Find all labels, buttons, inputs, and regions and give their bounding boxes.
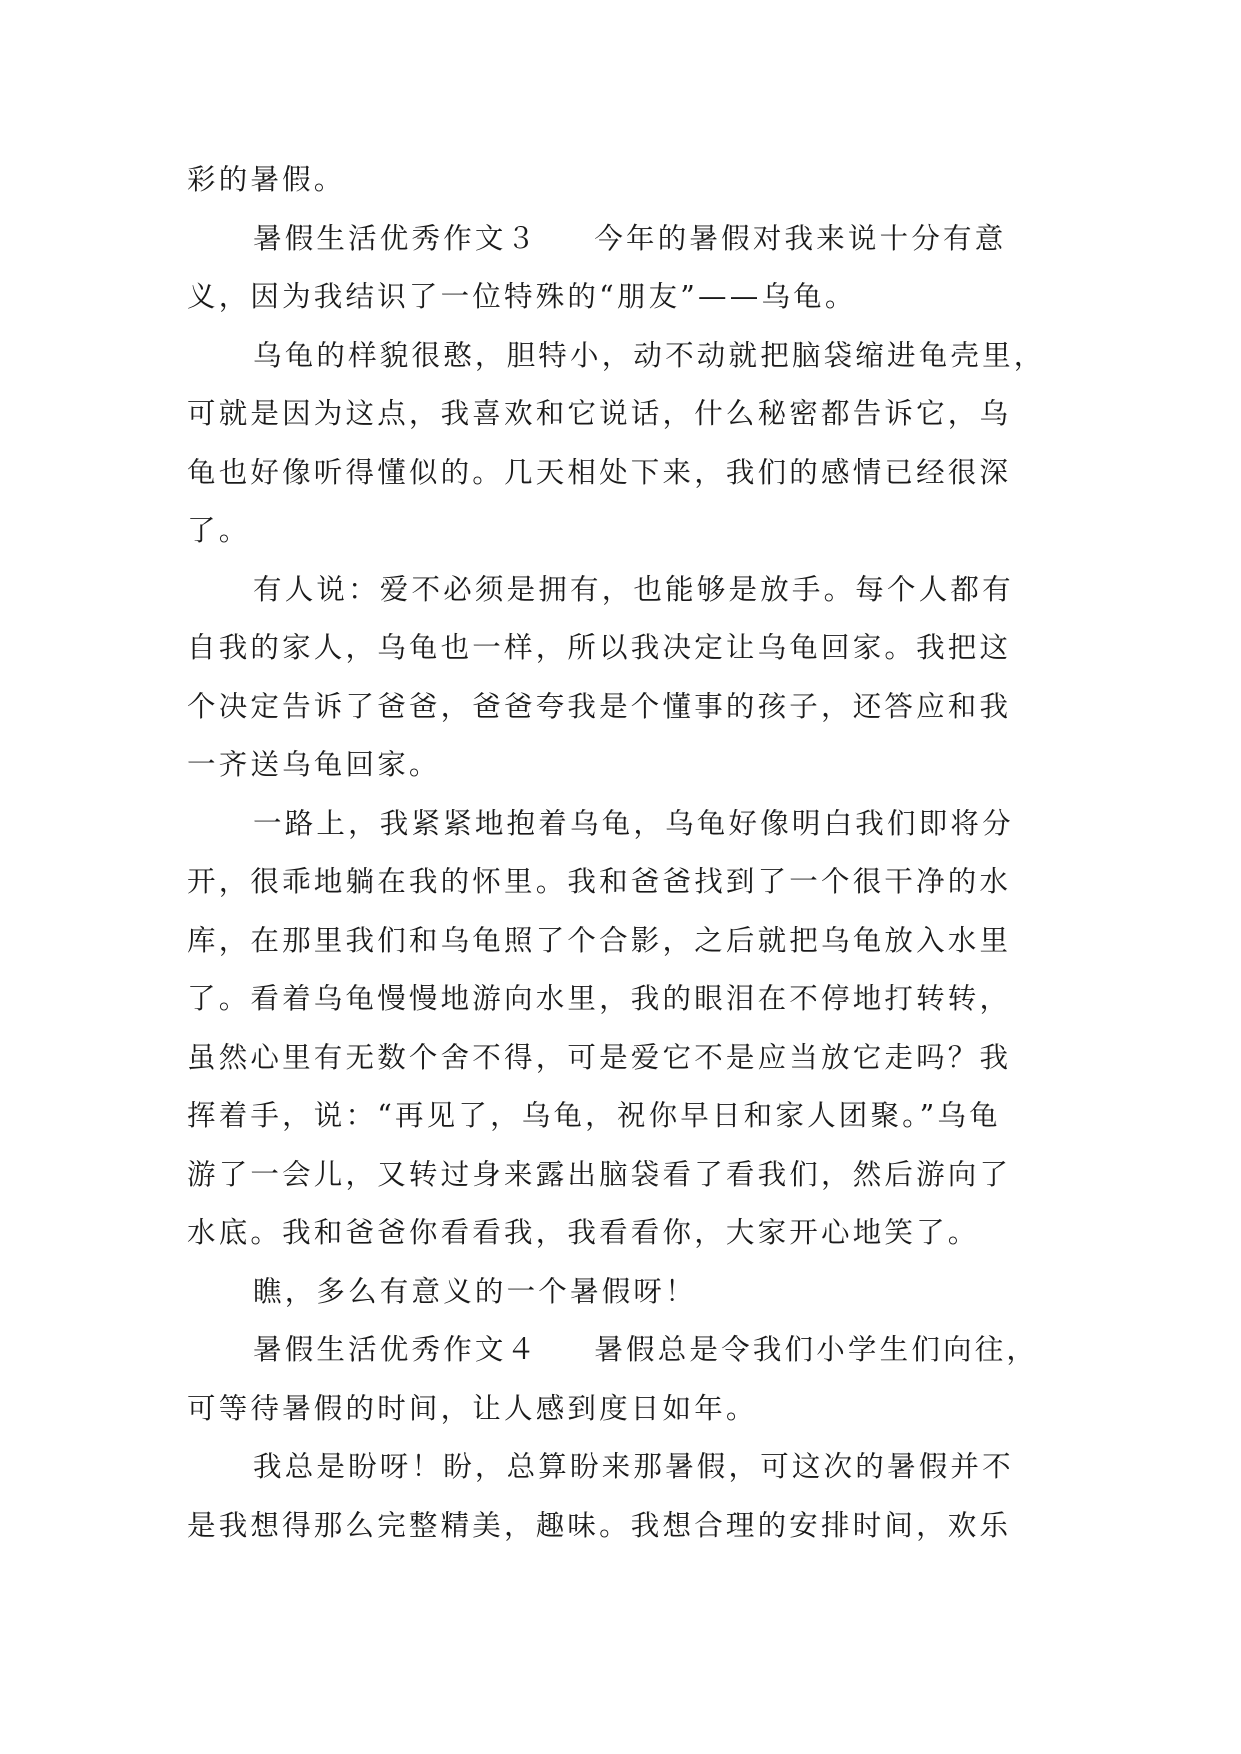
section-heading-line <box>187 210 1053 269</box>
text-line: 虽然心里有无数个舍不得，可是爱它不是应当放它走吗？我 <box>187 1040 1012 1074</box>
text-line: 挥着手，说：“再见了，乌龟，祝你早日和家人团聚。”乌龟 <box>187 1099 1001 1132</box>
text-line: 了。看着乌龟慢慢地游向水里，我的眼泪在不停地打转转， <box>187 982 1012 1015</box>
section-heading-4: 暑假生活优秀作文４ <box>253 1333 539 1366</box>
text-line: 是我想得那么完整精美，趣味。我想合理的安排时间，欢乐 <box>187 1508 1012 1542</box>
text-line: 乌龟的样貌很憨，胆特小，动不动就把脑袋缩进龟壳里， <box>253 338 1046 372</box>
text-line: 个决定告诉了爸爸，爸爸夸我是个懂事的孩子，还答应和我 <box>187 689 1012 723</box>
text-line: 义，因为我结识了一位特殊的“朋友”——乌龟。 <box>187 280 857 313</box>
text-line: 可等待暑假的时间，让人感到度日如年。 <box>187 1391 758 1425</box>
text-line: 彩的暑假。 <box>187 163 346 196</box>
text-line: 龟也好像听得懂似的。几天相处下来，我们的感情已经很深 <box>187 455 1012 489</box>
section-heading-3: 暑假生活优秀作文３ <box>253 221 539 255</box>
text-line: 水底。我和爸爸你看看我，我看看你，大家开心地笑了。 <box>187 1216 980 1249</box>
section-heading-line <box>187 1321 1053 1380</box>
text-line: 游了一会儿，又转过身来露出脑袋看了看我们，然后游向了 <box>187 1157 1012 1191</box>
text-line: 可就是因为这点，我喜欢和它说话，什么秘密都告诉它，乌 <box>187 397 1012 430</box>
text-line: 瞧，多么有意义的一个暑假呀！ <box>253 1274 697 1308</box>
text-line: 有人说：爱不必须是拥有，也能够是放手。每个人都有 <box>253 572 1014 606</box>
text-line: 了。 <box>187 514 251 547</box>
text-line-tail: 今年的暑假对我来说十分有意 <box>594 221 1007 255</box>
text-line: 一路上，我紧紧地抱着乌龟，乌龟好像明白我们即将分 <box>253 806 1014 840</box>
text-line: 自我的家人，乌龟也一样，所以我决定让乌龟回家。我把这 <box>187 631 1012 664</box>
text-line: 我总是盼呀！盼，总算盼来那暑假，可这次的暑假并不 <box>253 1450 1014 1483</box>
text-line-tail: 暑假总是令我们小学生们向往， <box>594 1333 1039 1366</box>
essay-body <box>187 151 1053 1555</box>
text-line: 一齐送乌龟回家。 <box>187 748 441 781</box>
text-line: 开，很乖地躺在我的怀里。我和爸爸找到了一个很干净的水 <box>187 865 1012 898</box>
text-line: 库，在那里我们和乌龟照了个合影，之后就把乌龟放入水里 <box>187 923 1012 957</box>
